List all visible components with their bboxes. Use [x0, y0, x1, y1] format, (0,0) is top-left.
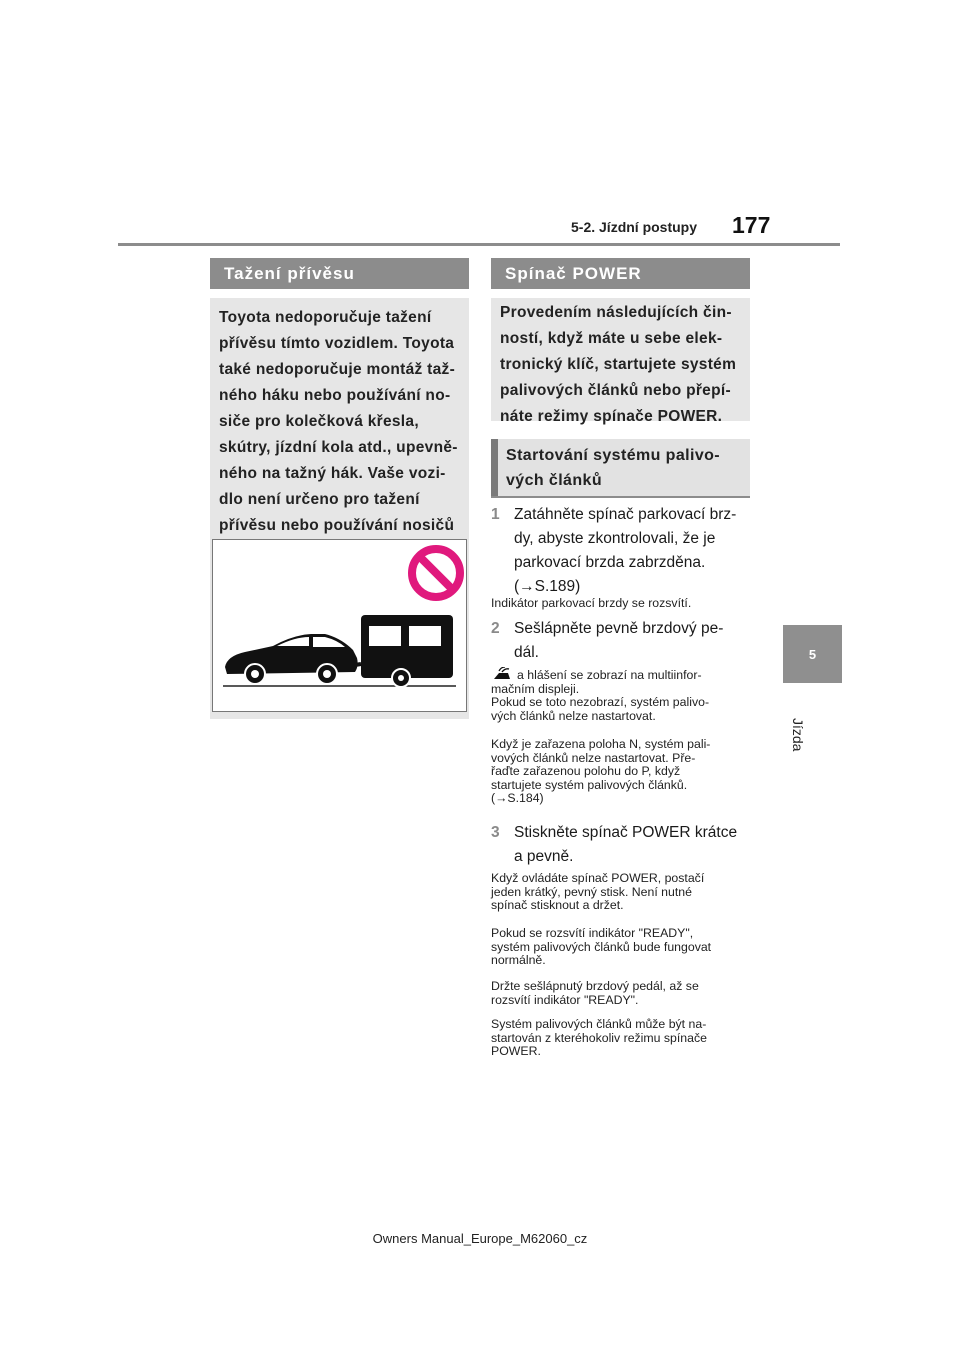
step-3 — [491, 821, 756, 869]
power-intro-line: ností, když máte u sebe elek- — [500, 330, 723, 347]
step-line: Zatáhněte spínač parkovací brz- — [514, 506, 737, 523]
chapter-tab: 5 — [783, 625, 842, 683]
power-intro-line: palivových článků nebo přepí- — [500, 382, 731, 399]
note-line: Když ovládáte spínač POWER, postačí — [491, 871, 705, 885]
chapter-name: Jízda — [790, 718, 806, 752]
power-intro-box — [491, 298, 750, 425]
note-line: systém palivových článků bude fungovat — [491, 939, 712, 954]
car-with-trailer-illustration — [213, 540, 466, 711]
step-text — [514, 503, 756, 599]
section-label: 5-2. Jízdní postupy — [571, 219, 698, 235]
subheading-line: vých článků — [506, 472, 603, 489]
footer-document-id: Owners Manual_Europe_M62060_cz — [372, 1231, 588, 1246]
step-3-note-3 — [491, 980, 753, 1007]
note-line: Pokud se toto nezobrazí, systém palivo- — [491, 695, 710, 709]
step-line: dál. — [514, 644, 539, 661]
step-2-note-1 — [491, 667, 753, 723]
towing-note-line: přívěsu nebo používání nosičů — [219, 517, 455, 534]
step-1-note: Indikátor parkovací brzdy se rozsvítí. — [491, 596, 692, 610]
note-line: mačním displeji. — [491, 681, 580, 696]
note-line: Pokud se rozsvítí indikátor "READY", — [491, 926, 694, 940]
no-towing-prohibition-icon — [412, 549, 460, 597]
step-text — [514, 617, 756, 665]
towing-note-line: ného na tažný hák. Vaše vozi- — [219, 465, 446, 482]
note-line-with-icon — [491, 667, 753, 683]
power-intro-text — [500, 300, 748, 430]
note-line: startujete systém palivových článků. — [491, 777, 688, 792]
step-1 — [491, 503, 756, 599]
step-line: Stiskněte spínač POWER krátce — [514, 824, 738, 841]
note-line: (→S.184) — [491, 791, 544, 805]
towing-illustration — [212, 539, 467, 712]
towing-note-line: ného háku nebo používání no- — [219, 387, 451, 404]
power-intro-line: tronický klíč, startujete systém — [500, 356, 737, 373]
step-line: parkovací brzda zabrzděna. — [514, 554, 706, 571]
note-line: rozsvítí indikátor "READY". — [491, 992, 639, 1007]
step-2 — [491, 617, 756, 665]
car — [225, 634, 358, 684]
brake-pedal-indicator-icon — [491, 667, 513, 680]
towing-note-line: skútry, jízdní kola atd., upevně- — [219, 439, 458, 456]
note-line: spínač stisknout a držet. — [491, 898, 624, 912]
towing-note-line: Toyota nedoporučuje tažení — [219, 309, 432, 326]
towing-note-line: dlo není určeno pro tažení — [219, 491, 420, 508]
page-number: 177 — [732, 212, 771, 238]
towing-heading: Tažení přívěsu — [210, 258, 469, 289]
step-number: 2 — [491, 620, 500, 637]
step-2-note-2 — [491, 738, 753, 806]
towing-note-line: přívěsu tímto vozidlem. Toyota — [219, 335, 455, 352]
step-line: dy, abyste zkontrolovali, že je — [514, 530, 716, 547]
note-line: POWER. — [491, 1044, 541, 1058]
note-line: vových článků nelze nastartovat. Pře- — [491, 750, 696, 765]
step-3-note-4 — [491, 1018, 753, 1059]
step-number: 3 — [491, 824, 500, 841]
note-line: normálně. — [491, 953, 546, 967]
step-number: 1 — [491, 506, 500, 523]
towing-note-line: siče pro kolečková křesla, — [219, 413, 419, 430]
note-line: startován z kteréhokoliv režimu spínače — [491, 1030, 707, 1045]
fuel-cell-start-subheading — [491, 439, 750, 497]
step-line: (→S.189) — [514, 578, 581, 595]
trailer — [337, 615, 453, 687]
step-line: a pevně. — [514, 848, 574, 865]
step-text — [514, 821, 756, 869]
subheading-rule — [491, 496, 750, 498]
subheading-line: Startování systému palivo- — [506, 447, 721, 464]
note-line: vých článků nelze nastartovat. — [491, 708, 656, 723]
note-line: a hlášení se zobrazí na multiinfor- — [517, 668, 702, 682]
note-line: Systém palivových článků může být na- — [491, 1017, 707, 1031]
power-intro-line: náte režimy spínače POWER. — [500, 408, 723, 425]
header-rule — [118, 243, 840, 246]
note-line: Držte sešlápnutý brzdový pedál, až se — [491, 979, 699, 993]
note-line: řaďte zařazenou polohu do P, když — [491, 764, 681, 778]
power-intro-line: Provedením následujících čin- — [500, 304, 732, 321]
step-3-note-1 — [491, 872, 753, 913]
step-3-note-2 — [491, 927, 753, 968]
note-line: jeden krátký, pevný stisk. Není nutné — [491, 884, 692, 899]
note-line: Když je zařazena poloha N, systém pali- — [491, 737, 711, 751]
towing-note-text — [219, 305, 467, 565]
step-line: Sešlápněte pevně brzdový pe- — [514, 620, 724, 637]
towing-note-line: také nedoporučuje montáž taž- — [219, 361, 456, 378]
power-switch-heading: Spínač POWER — [491, 258, 750, 289]
